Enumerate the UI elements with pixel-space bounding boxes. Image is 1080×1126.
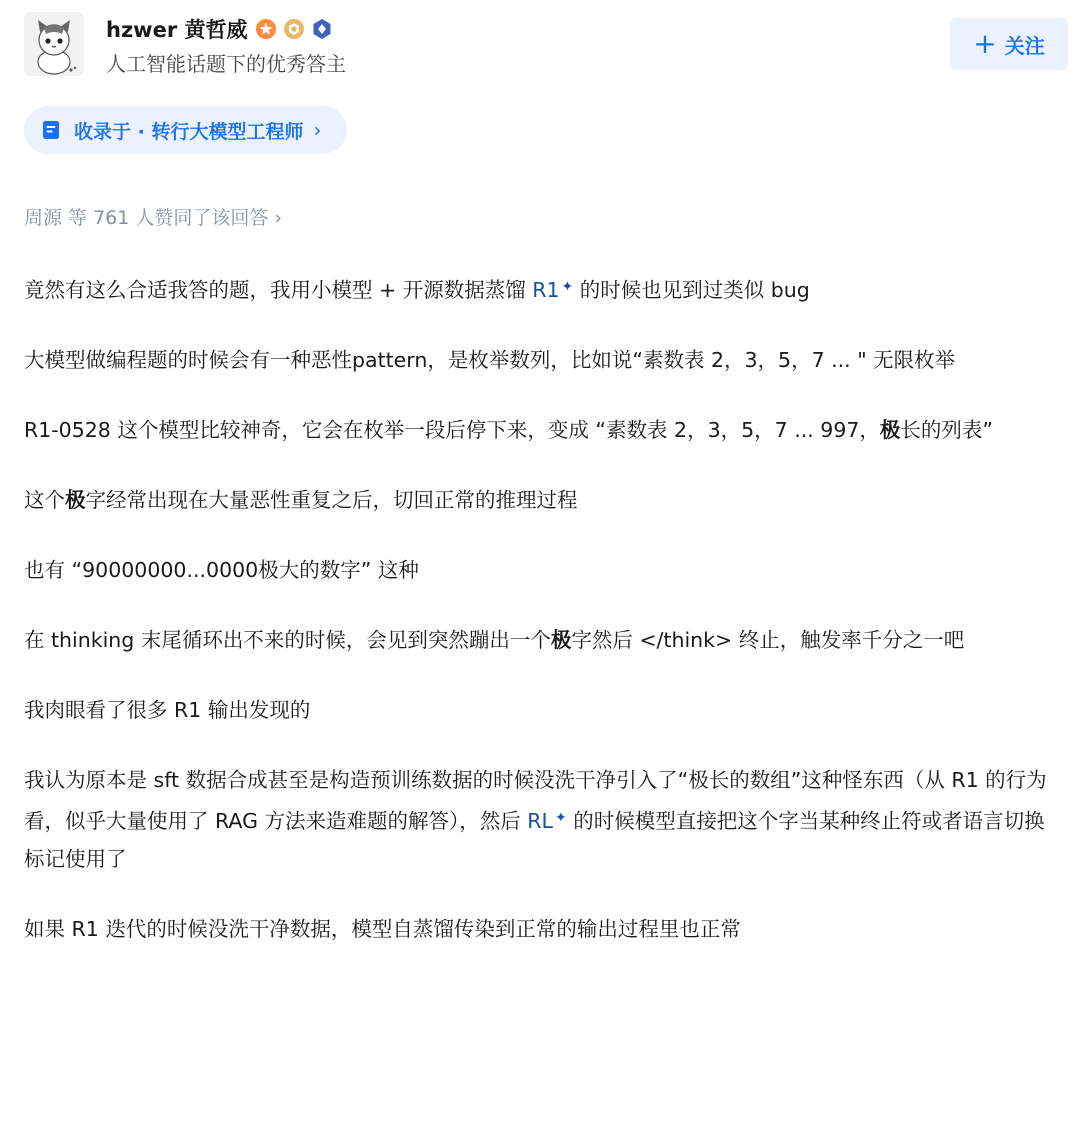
paragraph-text: 长的列表” [900, 418, 994, 442]
author-name[interactable]: hzwer 黄哲威 [106, 18, 248, 42]
keyword-link-r1[interactable]: R1 [532, 278, 560, 302]
answer-author-header [24, 12, 1068, 78]
paragraph-text: 的时候模型直接把这个字当某种终止符或者语言切换标记使用了 [24, 809, 1045, 871]
orange-star-badge-icon[interactable] [255, 18, 277, 40]
bold-text: 极 [65, 488, 86, 512]
cat-avatar-icon [24, 12, 84, 76]
sparkle-icon: ✦ [554, 810, 567, 826]
avatar[interactable] [24, 12, 84, 76]
paragraph-5: 也有 “90000000...0000极大的数字” 这种 [24, 558, 419, 582]
sparkle-icon: ✦ [561, 279, 574, 295]
bold-text: 极 [879, 418, 901, 442]
paragraph-2: 大模型做编程题的时候会有一种恶性pattern，是枚举数列，比如说“素数表 2，3，5，7 ... " 无限枚举 [24, 348, 956, 372]
paragraph-1 [24, 268, 1064, 309]
gold-badge-icon[interactable] [283, 18, 305, 40]
paragraph-6 [24, 621, 1064, 659]
collection-label: 收录于 · 转行大模型工程师 [74, 120, 304, 143]
keyword-link-rl[interactable]: RL [527, 809, 553, 833]
voters-text: 周源 等 761 人赞同了该回答 [24, 207, 269, 229]
author-subtitle: 人工智能话题下的优秀答主 [106, 52, 346, 76]
voters-summary[interactable] [24, 203, 282, 230]
paragraph-9: 如果 R1 迭代的时候没洗干净数据，模型自蒸馏传染到正常的输出过程里也正常 [24, 917, 741, 941]
answer-content [24, 268, 1064, 980]
paragraph-text: R1-0528 这个模型比较神奇，它会在枚举一段后停下来，变成 “素数表 2，3，5，7 ... 997， [24, 418, 880, 442]
paragraph-4 [24, 481, 1064, 519]
chevron-right-icon: › [313, 118, 322, 142]
document-icon [40, 119, 62, 141]
bold-text: 极 [550, 628, 572, 652]
paragraph-text: 这个 [24, 488, 65, 512]
collection-chip[interactable] [24, 106, 347, 154]
paragraph-text: 在 thinking 末尾循环出不来的时候，会见到突然蹦出一个 [24, 628, 551, 652]
paragraph-8 [24, 761, 1064, 878]
follow-button[interactable] [950, 18, 1068, 70]
paragraph-3 [24, 411, 1064, 449]
paragraph-text: 字然后 </think> 终止，触发率千分之一吧 [571, 628, 965, 652]
author-name-row [106, 14, 339, 44]
paragraph-7: 我肉眼看了很多 R1 输出发现的 [24, 698, 311, 722]
paragraph-text: 字经常出现在大量恶性重复之后，切回正常的推理过程 [85, 488, 578, 512]
paragraph-text: 的时候也见到过类似 bug [573, 278, 810, 302]
follow-label: 关注 [1004, 33, 1045, 58]
paragraph-text: 我认为原本是 sft 数据合成甚至是构造预训练数据的时候没洗干净引入了“极长的数组”这种怪东西（从 R1 的行为看，似乎大量使用了 RAG 方法来造难题的解答），然后 [24, 768, 1047, 833]
chevron-right-icon: › [274, 207, 283, 229]
blue-badge-icon[interactable] [311, 18, 333, 40]
plus-icon: + [973, 27, 997, 60]
paragraph-text: 竟然有这么合适我答的题，我用小模型 + 开源数据蒸馏 [24, 278, 533, 302]
